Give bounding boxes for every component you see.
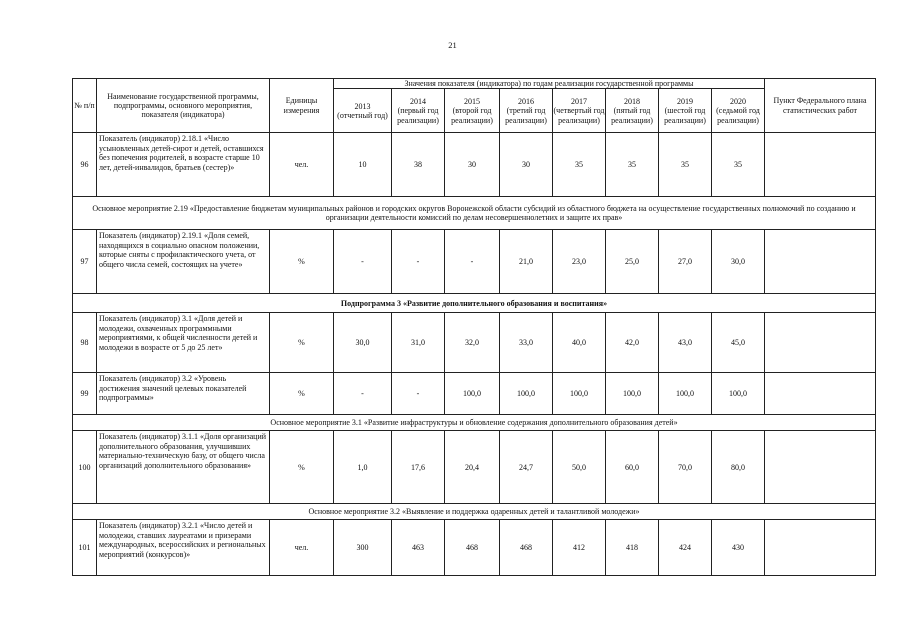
value-cell: 35	[606, 133, 659, 197]
row-num: 101	[73, 520, 97, 576]
year-sub: (отчетный год)	[337, 110, 388, 120]
header-year-2016	[500, 89, 553, 133]
header-values-group: Значения показателя (индикатора) по годам реализации государственной программы	[334, 79, 765, 89]
value-cell: 30,0	[712, 230, 765, 294]
value-cell: 100,0	[445, 373, 500, 415]
unit-cell: чел.	[270, 520, 334, 576]
header-year-2017	[553, 89, 606, 133]
plan-cell	[765, 230, 876, 294]
value-cell: 33,0	[500, 313, 553, 373]
value-cell: 30	[500, 133, 553, 197]
section-row	[73, 197, 876, 230]
plan-cell	[765, 313, 876, 373]
header-year-2013	[334, 89, 392, 133]
value-cell: 30	[445, 133, 500, 197]
value-cell: 43,0	[659, 313, 712, 373]
value-cell: 25,0	[606, 230, 659, 294]
year-label: 2017	[571, 96, 587, 106]
unit-cell: %	[270, 373, 334, 415]
indicator-name: Показатель (индикатор) 2.18.1 «Число усыновленных детей-сирот и детей, оставшихся без попечения родителей, в возрасте старше 10 лет, детей-инвалидов, братьев (сестер)»	[97, 133, 270, 197]
plan-cell	[765, 373, 876, 415]
year-sub: (третий год реализации)	[505, 106, 547, 125]
year-sub: (четвертый год реализации)	[553, 106, 605, 125]
header-name: Наименование государственной программы, подпрограммы, основного мероприятия, показателя (индикатора)	[97, 79, 270, 133]
row-num: 97	[73, 230, 97, 294]
value-cell: 100,0	[659, 373, 712, 415]
value-cell: 100,0	[500, 373, 553, 415]
value-cell: 30,0	[334, 313, 392, 373]
year-label: 2018	[624, 96, 640, 106]
row-num: 100	[73, 431, 97, 504]
section-row	[73, 294, 876, 313]
subprogram-title: Подпрограмма 3 «Развитие дополнительного образования и воспитания»	[73, 294, 876, 313]
section-title: Основное мероприятие 3.1 «Развитие инфраструктуры и обновление содержания дополнительного образования детей»	[73, 415, 876, 431]
year-sub: (пятый год реализации)	[611, 106, 653, 125]
header-year-2018	[606, 89, 659, 133]
value-cell: 100,0	[712, 373, 765, 415]
unit-cell: %	[270, 431, 334, 504]
value-cell: 35	[712, 133, 765, 197]
indicator-name: Показатель (индикатор) 3.2.1 «Число детей и молодежи, ставших лауреатами и призерами международных, всероссийских и региональных мероприятий (конкурсов)»	[97, 520, 270, 576]
value-cell: 10	[334, 133, 392, 197]
year-sub: (седьмой год реализации)	[716, 106, 760, 125]
header-row-group	[73, 79, 876, 89]
value-cell: 468	[500, 520, 553, 576]
value-cell: 42,0	[606, 313, 659, 373]
value-cell: 463	[392, 520, 445, 576]
year-label: 2016	[518, 96, 534, 106]
value-cell: 27,0	[659, 230, 712, 294]
header-num: № п/п	[73, 79, 97, 133]
year-label: 2015	[464, 96, 480, 106]
row-num: 99	[73, 373, 97, 415]
indicator-name: Показатель (индикатор) 3.2 «Уровень достижения значений целевых показателей подпрограммы»	[97, 373, 270, 415]
header-year-2014	[392, 89, 445, 133]
table-row	[73, 313, 876, 373]
table-row	[73, 373, 876, 415]
value-cell: 424	[659, 520, 712, 576]
value-cell: 60,0	[606, 431, 659, 504]
value-cell: 20,4	[445, 431, 500, 504]
indicator-table	[72, 78, 876, 576]
indicator-name: Показатель (индикатор) 3.1.1 «Доля организаций дополнительного образования, улучшивших материально-техническую базу, от общего числа организаций дополнительного образования»	[97, 431, 270, 504]
value-cell: -	[392, 373, 445, 415]
page-number: 21	[448, 40, 457, 50]
value-cell: 24,7	[500, 431, 553, 504]
header-year-2020	[712, 89, 765, 133]
row-num: 96	[73, 133, 97, 197]
unit-cell: чел.	[270, 133, 334, 197]
unit-cell: %	[270, 230, 334, 294]
value-cell: 45,0	[712, 313, 765, 373]
value-cell: 38	[392, 133, 445, 197]
year-sub: (второй год реализации)	[451, 106, 493, 125]
value-cell: 412	[553, 520, 606, 576]
section-row	[73, 504, 876, 520]
row-num: 98	[73, 313, 97, 373]
table-row	[73, 230, 876, 294]
plan-cell	[765, 133, 876, 197]
unit-cell: %	[270, 313, 334, 373]
value-cell: 35	[659, 133, 712, 197]
section-title: Основное мероприятие 2.19 «Предоставление бюджетам муниципальных районов и городских округов Воронежской области субсидий из областного бюджета на осуществление государственных полномочий по созданию и организации деятельности комиссий по делам несовершеннолетних и защите их прав»	[73, 197, 876, 230]
indicator-name: Показатель (индикатор) 2.19.1 «Доля семей, находящихся в социально опасном положении, которые сняты с профилактического учета, от общего числа семей, состоящих на учете»	[97, 230, 270, 294]
value-cell: 80,0	[712, 431, 765, 504]
value-cell: 23,0	[553, 230, 606, 294]
value-cell: 40,0	[553, 313, 606, 373]
value-cell: -	[334, 373, 392, 415]
value-cell: 468	[445, 520, 500, 576]
value-cell: 430	[712, 520, 765, 576]
value-cell: -	[445, 230, 500, 294]
value-cell: 70,0	[659, 431, 712, 504]
plan-cell	[765, 520, 876, 576]
year-sub: (первый год реализации)	[397, 106, 439, 125]
header-unit: Единицы измерения	[270, 79, 334, 133]
year-label: 2014	[410, 96, 426, 106]
section-row	[73, 415, 876, 431]
value-cell: 31,0	[392, 313, 445, 373]
table-row	[73, 520, 876, 576]
year-label: 2013	[354, 101, 371, 111]
table-row	[73, 133, 876, 197]
header-year-2019	[659, 89, 712, 133]
value-cell: 1,0	[334, 431, 392, 504]
value-cell: 35	[553, 133, 606, 197]
value-cell: 100,0	[606, 373, 659, 415]
value-cell: -	[334, 230, 392, 294]
header-year-2015	[445, 89, 500, 133]
value-cell: 21,0	[500, 230, 553, 294]
value-cell: 418	[606, 520, 659, 576]
value-cell: 300	[334, 520, 392, 576]
section-title: Основное мероприятие 3.2 «Выявление и поддержка одаренных детей и талантливой молодежи»	[73, 504, 876, 520]
year-label: 2019	[677, 96, 693, 106]
value-cell: 17,6	[392, 431, 445, 504]
header-plan: Пункт Федерального плана статистических работ	[765, 79, 876, 133]
value-cell: 32,0	[445, 313, 500, 373]
indicator-name: Показатель (индикатор) 3.1 «Доля детей и молодежи, охваченных программными мероприятиями, к общей численности детей и молодежи в возрасте от 5 до 25 лет»	[97, 313, 270, 373]
table-row	[73, 431, 876, 504]
year-sub: (шестой год реализации)	[664, 106, 706, 125]
value-cell: -	[392, 230, 445, 294]
value-cell: 50,0	[553, 431, 606, 504]
year-label: 2020	[730, 96, 746, 106]
value-cell: 100,0	[553, 373, 606, 415]
plan-cell	[765, 431, 876, 504]
